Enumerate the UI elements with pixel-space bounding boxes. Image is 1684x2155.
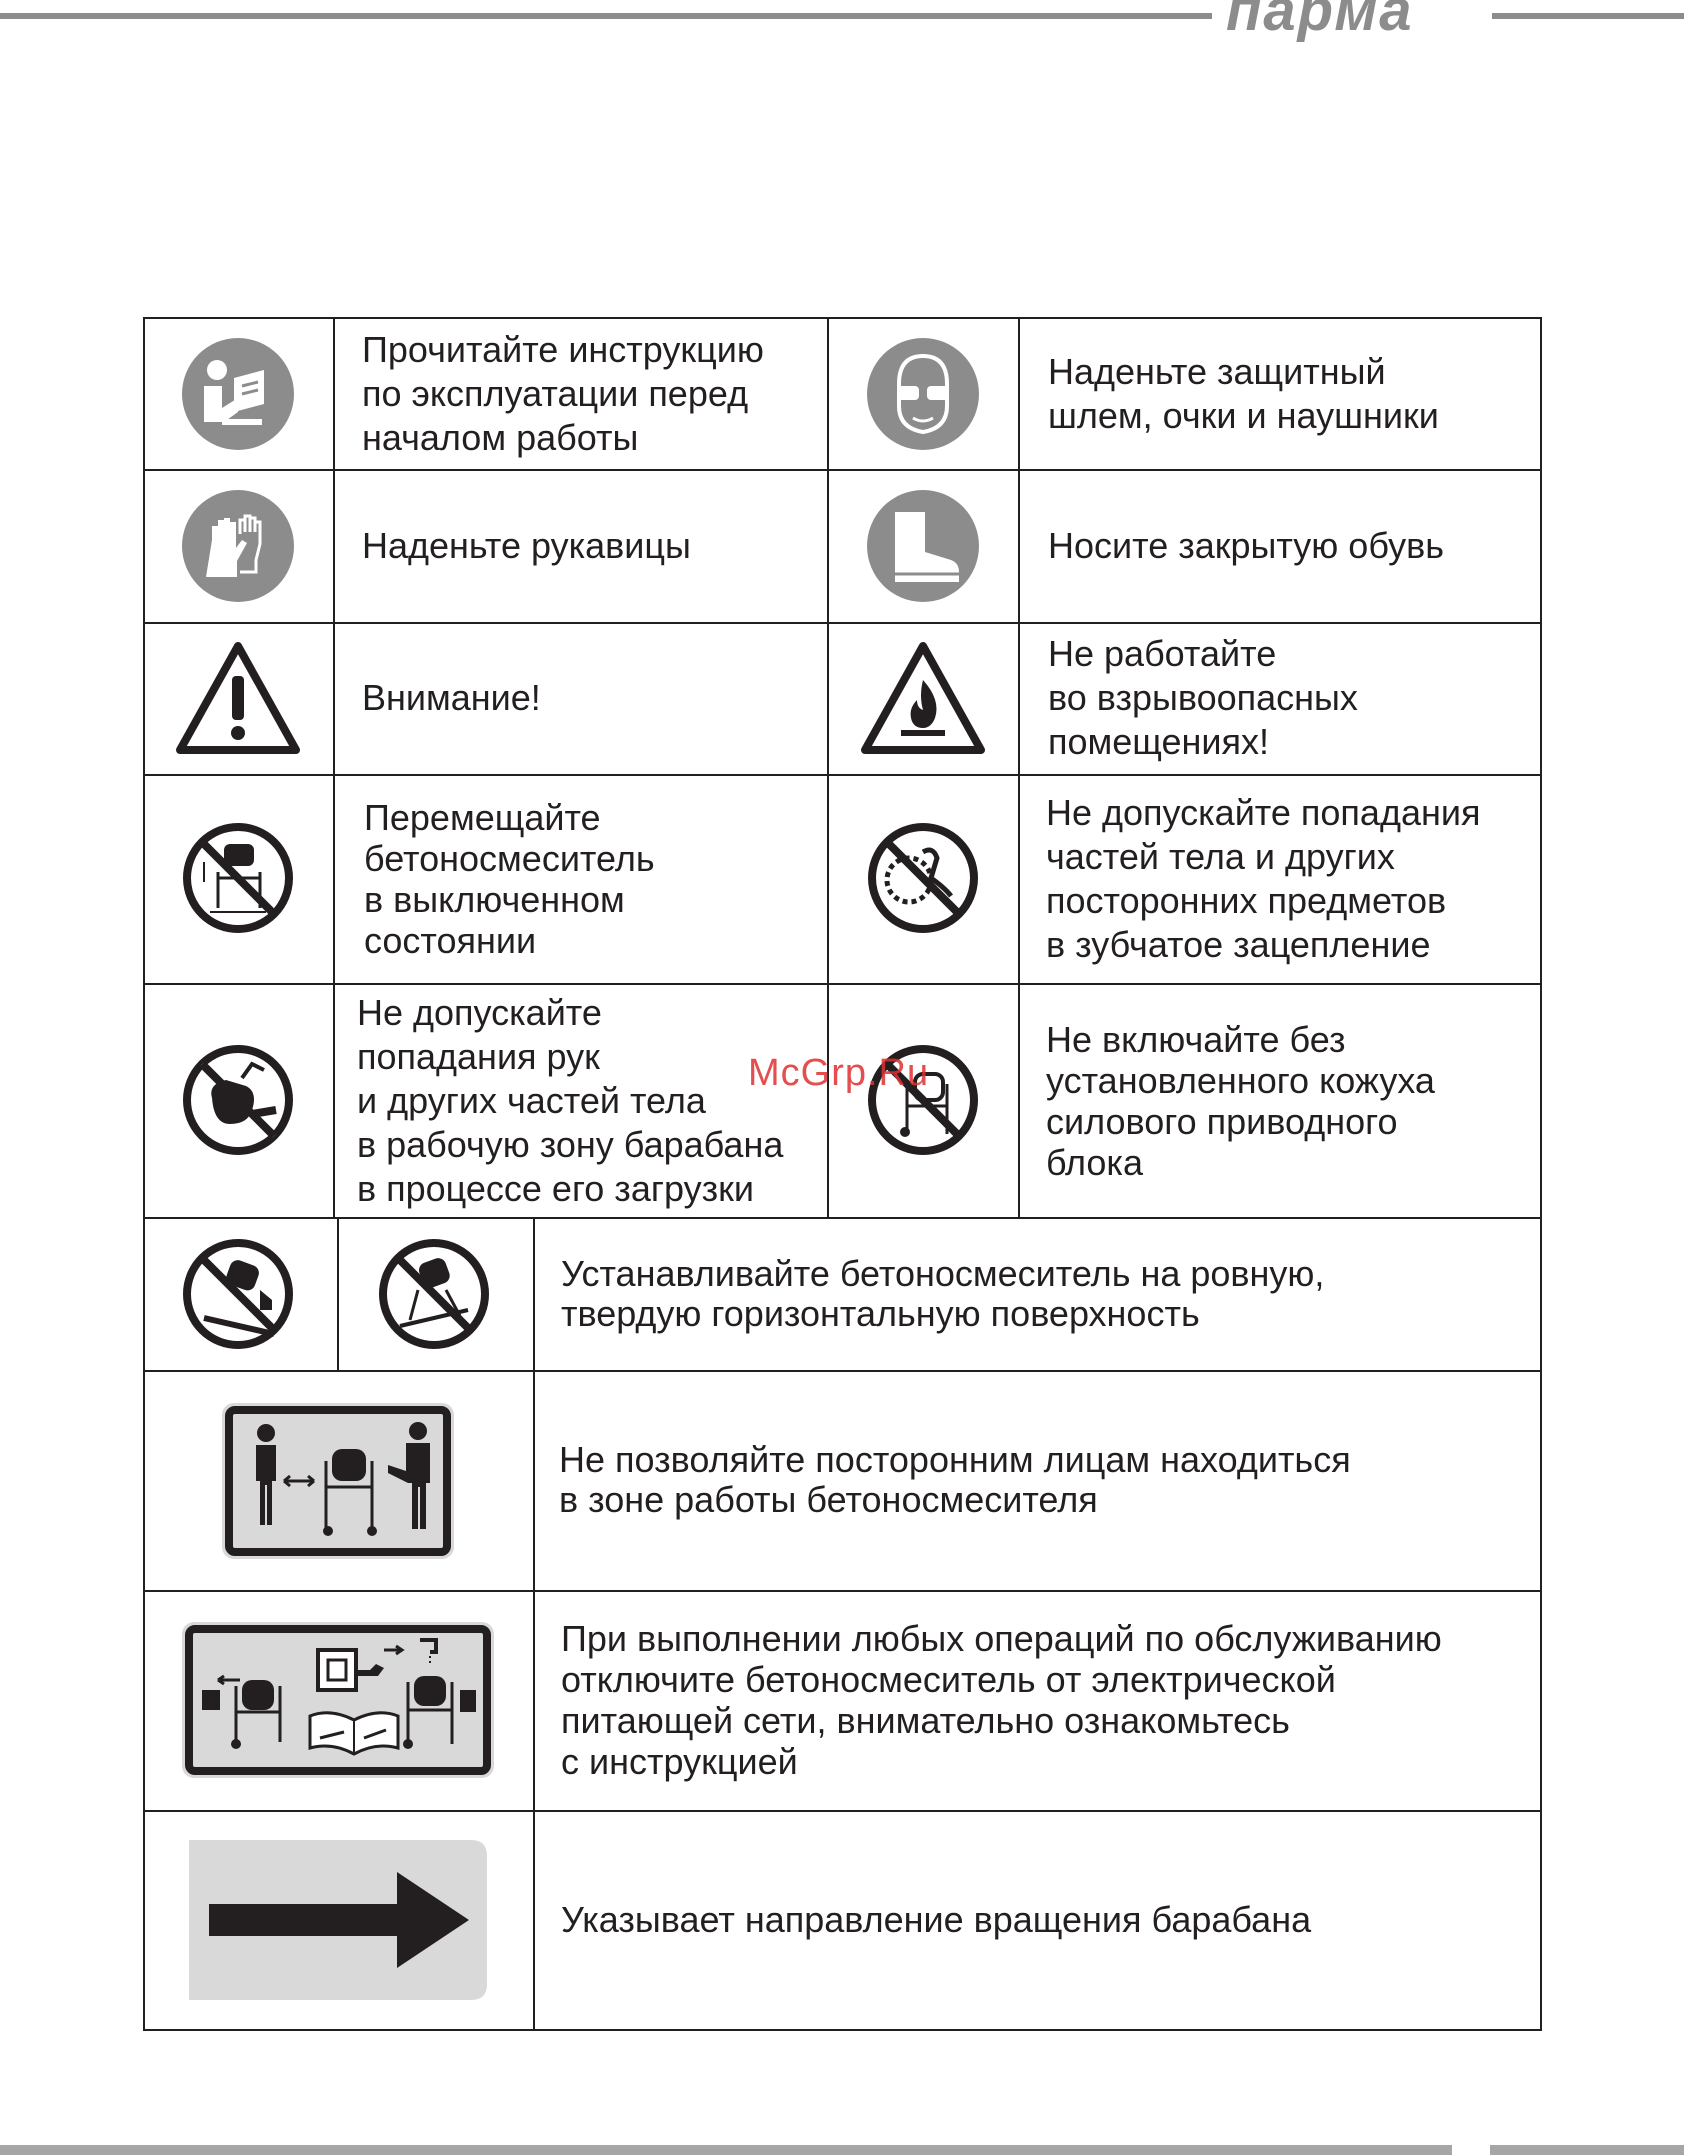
rule-hands-in-drum: Не допускайте попадания рук и других частей тела в рабочую зону барабана в процессе его загрузки — [357, 992, 784, 1209]
rule-move-when-off: Перемещайте бетоносмеситель в выключенном состоянии — [364, 797, 655, 961]
no-slope-tilt-icon — [378, 1238, 490, 1350]
maintenance-unplug-sign — [180, 1620, 496, 1780]
footer-rule-left — [0, 2145, 1452, 2155]
read-manual-icon — [182, 338, 294, 450]
rule-attention: Внимание! — [362, 677, 541, 718]
rule-gear-mesh: Не допускайте попадания частей тела и других посторонних предметов в зубчатое зацепление — [1046, 792, 1481, 965]
footer-rule-right — [1490, 2145, 1684, 2155]
helmet-goggles-icon — [867, 338, 979, 450]
header-rule-right — [1492, 13, 1684, 19]
gloves-icon — [182, 490, 294, 602]
watermark: McGrp.Ru — [748, 1052, 930, 1094]
rule-no-bystanders: Не позволяйте посторонним лицам находиться в зоне работы бетоносмесителя — [559, 1439, 1351, 1520]
no-hands-in-drum-icon — [182, 1044, 294, 1156]
rule-protective-gear: Наденьте защитный шлем, очки и наушники — [1048, 351, 1439, 436]
no-gear-contact-icon — [867, 822, 979, 934]
rotation-direction-arrow — [189, 1840, 487, 2000]
no-slope-icon — [182, 1238, 294, 1350]
rule-unplug-before-service: При выполнении любых операций по обслуживанию отключите бетоносмеситель от электрической питающей сети, внимательно ознакомьтесь с инструкцией — [561, 1618, 1442, 1782]
rule-explosive-rooms: Не работайте во взрывоопасных помещениях! — [1048, 633, 1358, 762]
rule-level-surface: Устанавливайте бетоносмеситель на ровную, твердую горизонтальную поверхность — [561, 1253, 1325, 1334]
keep-bystanders-away-sign — [220, 1401, 456, 1561]
brand-logo: парма — [1226, 0, 1414, 43]
rule-gloves: Наденьте рукавицы — [362, 525, 691, 566]
rule-read-manual: Прочитайте инструкцию по эксплуатации перед началом работы — [362, 329, 764, 458]
warning-icon — [174, 640, 302, 756]
rule-guard-installed: Не включайте без установленного кожуха силового приводного блока — [1046, 1019, 1435, 1183]
closed-boots-icon — [867, 490, 979, 602]
flammable-icon — [859, 640, 987, 756]
rule-closed-shoes: Носите закрытую обувь — [1048, 525, 1445, 566]
rule-rotation-direction: Указывает направление вращения барабана — [561, 1899, 1312, 1940]
header-rule-left — [0, 13, 1212, 19]
no-moving-while-on-icon — [182, 822, 294, 934]
